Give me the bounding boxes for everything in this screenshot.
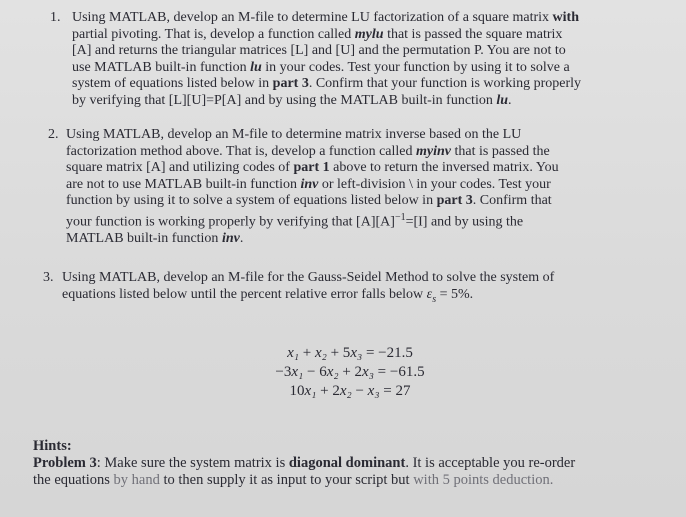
- problem1-line: [A] and returns the triangular matrices [L] and [U] and the permutation P. You are not to: [72, 43, 566, 59]
- problem1-line: Using MATLAB, develop an M-file to determine LU factorization of a square matrix with: [72, 10, 579, 25]
- problem-2-number: 2.: [48, 127, 59, 142]
- problem2-line: MATLAB built-in function inv.: [66, 231, 244, 247]
- problem2-line: are not to use MATLAB built-in function inv or left-division \ in your codes. Test your: [66, 176, 551, 192]
- equation-2: −3x₁ − 6x₂ + 2x₃ = −61.5: [275, 364, 425, 380]
- hints-text: [33, 455, 575, 489]
- problem3-line: Using MATLAB, develop an M-file for the Gauss-Seidel Method to solve the system of: [62, 270, 555, 285]
- equation-system: [200, 344, 500, 401]
- problem-3-text: [62, 270, 554, 308]
- problem2-line: your function is working properly by verifying that $[A][A]^{-1}=[I]$ and by using the: [66, 211, 524, 230]
- problem1-line: partial pivoting. That is, develop a function called mylu that is passed the square matrix: [72, 26, 563, 42]
- problem-2-text: [66, 127, 559, 248]
- hints-section: [33, 438, 575, 489]
- hints-line: Problem 3: Make sure the system matrix is diagonal dominant. It is acceptable you re-order: [33, 455, 576, 471]
- problem1-line: system of equations listed below in part 3. Confirm that your function is working properly: [72, 76, 582, 92]
- problem1-line: by verifying that [L][U]=P[A] and by using the MATLAB built-in function lu.: [72, 92, 512, 108]
- equation-3: 10x₁ + 2x₂ − x₃ = 27: [289, 383, 411, 399]
- problem2-line: factorization method above. That is, develop a function called myinv that is passed the: [66, 143, 550, 159]
- hints-title: Hints:: [33, 438, 72, 454]
- problem1-line: use MATLAB built-in function lu in your codes. Test your function by using it to solve a: [72, 59, 570, 75]
- problem2-line: Using MATLAB, develop an M-file to determine matrix inverse based on the LU: [66, 127, 522, 142]
- problem2-line: function by using it to solve a system of equations listed below in part 3. Confirm that: [66, 193, 552, 209]
- problem-1-number: 1.: [50, 10, 61, 25]
- problem3-line: equations listed below until the percent relative error falls below $\varepsilon_s = 5\%$.: [62, 286, 474, 305]
- problem-3-number: 3.: [43, 270, 54, 285]
- hints-line: the equations by hand to then supply it as input to your script but with 5 points deduction.: [33, 472, 554, 488]
- equation-1: x₁ + x₂ + 5x₃ = −21.5: [287, 345, 413, 361]
- problem2-line: square matrix [A] and utilizing codes of part 1 above to return the inversed matrix. You: [66, 160, 559, 176]
- problem-1-text: [72, 10, 581, 110]
